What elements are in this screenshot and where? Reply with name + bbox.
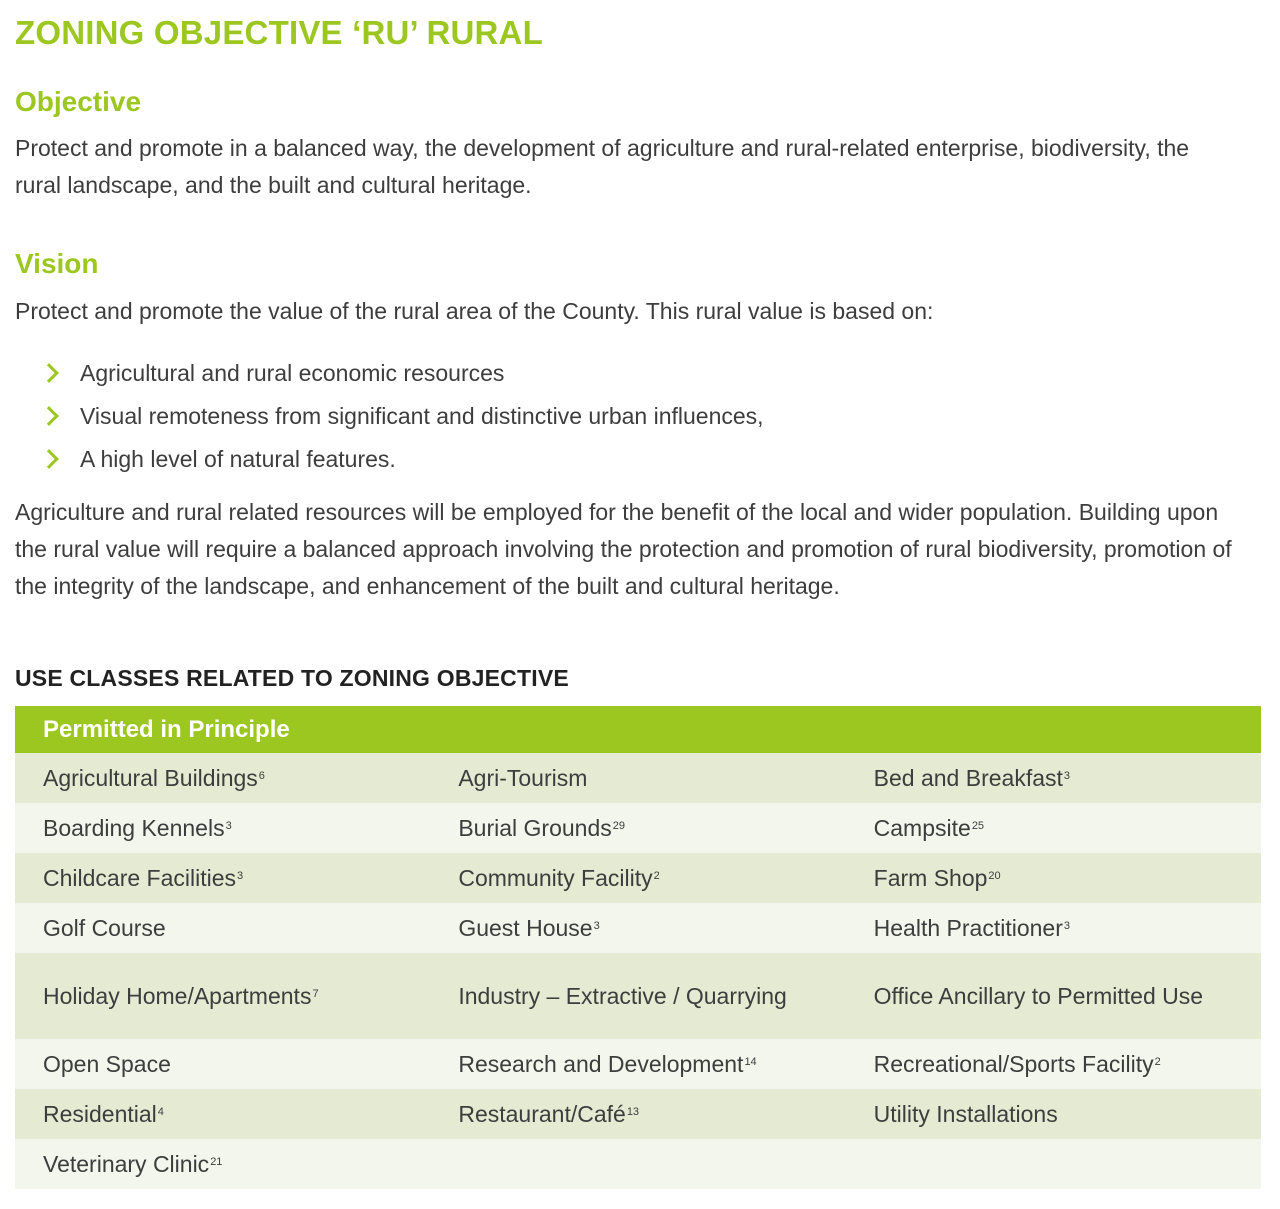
list-item [40,352,764,395]
table-cell: Recreational/Sports Facility$^2$ [846,1039,1261,1089]
table-row [15,853,1261,903]
use-classes-table [15,706,1261,1189]
table-cell: Restaurant/Café$^{13}$ [430,1089,845,1139]
chevron-right-icon [39,363,59,383]
objective-text: Protect and promote in a balanced way, the development of agriculture and rural-related enterprise, biodiversity, the rural landscape, and the built and cultural heritage. [15,135,1190,198]
chevron-right-icon [39,406,59,426]
page-title: ZONING OBJECTIVE ‘RU’ RURAL [15,14,543,51]
table-cell: Bed and Breakfast$^3$ [846,753,1261,803]
list-item [40,438,764,481]
table-cell: Boarding Kennels$^3$ [15,803,430,853]
bullet-text: A high level of natural features. [80,446,396,472]
table-cell [430,1139,845,1189]
objective-heading: Objective [15,86,142,117]
bullet-text: Visual remoteness from significant and distinctive urban influences, [80,403,764,429]
table-cell: Agri-Tourism [430,753,845,803]
vision-intro: Protect and promote the value of the rural area of the County. This rural value is based on: [15,298,934,324]
use-classes-title: USE CLASSES RELATED TO ZONING OBJECTIVE [15,665,569,691]
table-cell: Utility Installations [846,1089,1261,1139]
table-cell: Industry – Extractive / Quarrying [430,953,845,1039]
table-row [15,953,1261,1039]
table-row [15,1039,1261,1089]
table-row [15,753,1261,803]
chevron-right-icon [39,449,59,469]
table-cell: Open Space [15,1039,430,1089]
table-cell: Guest House$^3$ [430,903,845,953]
table-cell: Campsite$^{25}$ [846,803,1261,853]
table-cell: Health Practitioner$^3$ [846,903,1261,953]
table-cell: Residential$^4$ [15,1089,430,1139]
table-cell: Agricultural Buildings$^6$ [15,753,430,803]
table-header: Permitted in Principle [15,706,1261,753]
table-cell: Farm Shop$^{20}$ [846,853,1261,903]
table-cell: Veterinary Clinic$^{21}$ [15,1139,430,1189]
table-cell: Burial Grounds$^{29}$ [430,803,845,853]
table-cell [846,1139,1261,1189]
table-row [15,803,1261,853]
vision-heading: Vision [15,248,99,279]
vision-closing-text: Agriculture and rural related resources will be employed for the benefit of the local and wider population. Building upon the rural value will require a balanced approach involving the protection and promotion of rural biodiversity, promotion of the integrity of the landscape, and enhancement of the built and cultural heritage. [15,499,1232,599]
vision-bullet-list [40,352,764,481]
table-cell: Childcare Facilities$^3$ [15,853,430,903]
table-cell: Research and Development$^{14}$ [430,1039,845,1089]
table-cell: Community Facility$^2$ [430,853,845,903]
table-cell: Holiday Home/Apartments$^7$ [15,953,430,1039]
table-row [15,1139,1261,1189]
table-row [15,1089,1261,1139]
list-item [40,395,764,438]
table-cell: Office Ancillary to Permitted Use [846,953,1261,1039]
table-row [15,903,1261,953]
bullet-text: Agricultural and rural economic resources [80,360,505,386]
table-cell: Golf Course [15,903,430,953]
